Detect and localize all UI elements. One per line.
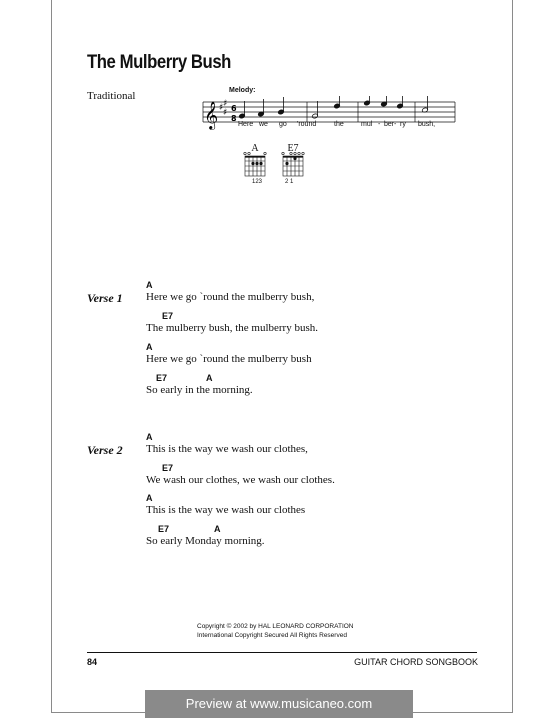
svg-text:6: 6 — [231, 104, 237, 113]
chord-fingering: 123 — [252, 179, 263, 185]
melody-lyric: - — [394, 121, 397, 128]
lyric-line: So early in the morning. — [146, 384, 253, 396]
lyric-line: Here we go `round the mulberry bush, — [146, 291, 315, 303]
chord-symbol: E7 — [158, 524, 170, 534]
song-title: The Mulberry Bush — [87, 52, 231, 73]
lyric-line: This is the way we wash our clothes, — [146, 443, 308, 455]
svg-text:8: 8 — [231, 114, 237, 123]
verse-label: Verse 1 — [87, 291, 123, 305]
treble-clef-icon: 𝄞 — [204, 101, 219, 129]
melody-lyric: - — [378, 121, 381, 128]
book-title: GUITAR CHORD SONGBOOK — [354, 657, 478, 667]
melody-lyric: ry — [400, 121, 406, 128]
chord-grid-icon — [243, 152, 267, 178]
chord-diagram-name: A — [251, 143, 259, 154]
preview-banner-link[interactable]: Preview at www.musicaneo.com — [145, 690, 413, 718]
verse-label: Verse 2 — [87, 443, 123, 457]
melody-lyric: we — [259, 121, 268, 128]
chord-grid-icon — [281, 152, 305, 178]
copyright-line: Copyright © 2002 by HAL LEONARD CORPORATION — [197, 623, 354, 630]
melody-lyric: 'round — [297, 121, 317, 128]
copyright-notice — [197, 622, 354, 640]
melody-lyric: mul — [361, 121, 373, 128]
svg-text:♯: ♯ — [219, 103, 224, 113]
sheet-music-page — [51, 0, 513, 713]
page-number: 84 — [87, 657, 98, 667]
chord-symbol: A — [146, 342, 153, 352]
melody-lyric: the — [334, 121, 344, 128]
lyric-line: We wash our clothes, we wash our clothes. — [146, 474, 335, 486]
chord-symbol: E7 — [162, 463, 174, 473]
lyric-line: This is the way we wash our clothes — [146, 504, 306, 516]
lyric-line: Here we go `round the mulberry bush — [146, 353, 312, 365]
chord-symbol: A — [146, 432, 153, 442]
footer-divider — [87, 652, 477, 653]
copyright-line: International Copyright Secured All Rights Reserved — [197, 632, 347, 639]
chord-symbol: A — [146, 280, 153, 290]
melody-lyric: go — [279, 121, 287, 128]
chord-symbol: E7 — [162, 311, 174, 321]
svg-text:♯: ♯ — [223, 108, 228, 118]
chord-symbol: E7 — [156, 373, 168, 383]
chord-diagram-e7 — [278, 143, 308, 189]
composer: Traditional — [87, 90, 136, 102]
chord-diagram-name: E7 — [287, 143, 299, 154]
melody-lyric: bush, — [418, 121, 436, 128]
lyric-line: The mulberry bush, the mulberry bush. — [146, 322, 318, 334]
chord-symbol: A — [146, 493, 153, 503]
chord-symbol: A — [214, 524, 221, 534]
melody-lyric: Here — [238, 121, 254, 128]
melody-lyric: ber — [384, 121, 395, 128]
chord-fingering: 2 1 — [285, 179, 294, 185]
svg-text:♯: ♯ — [223, 99, 228, 109]
melody-label: Melody: — [229, 87, 256, 94]
lyric-line: So early Monday morning. — [146, 535, 265, 547]
chord-symbol: A — [206, 373, 213, 383]
chord-diagram-a — [240, 143, 270, 189]
